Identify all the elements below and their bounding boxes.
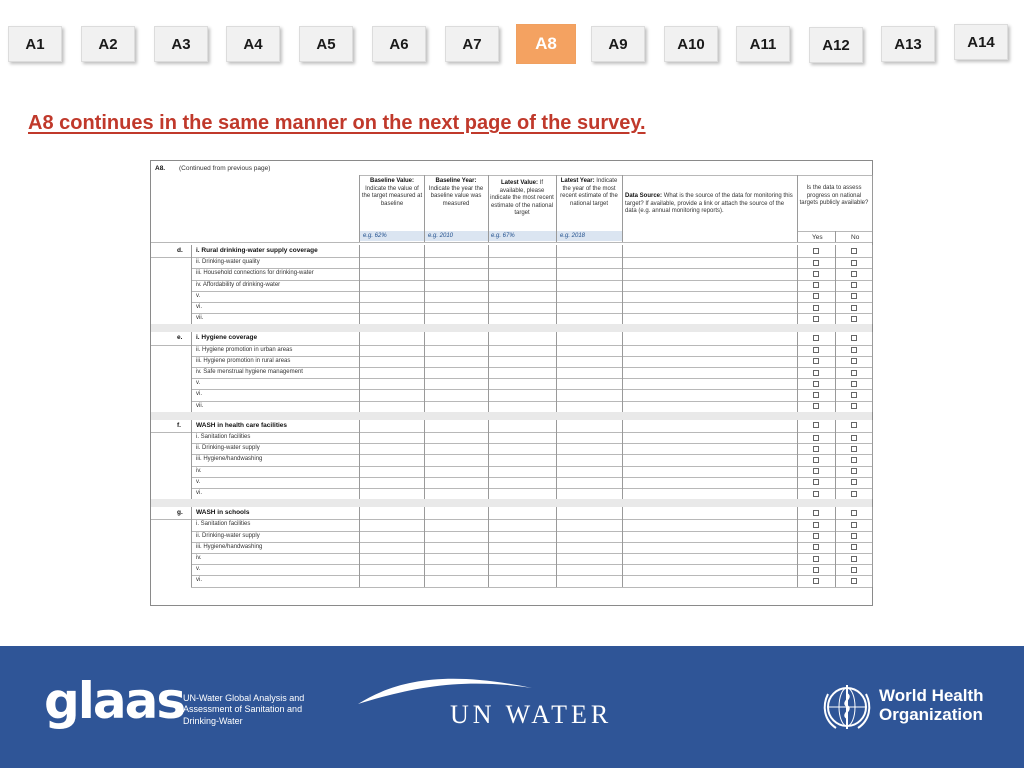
section-col-line (622, 332, 623, 411)
row-label: iii. Hygiene/handwashing (196, 543, 263, 550)
checkbox-no (851, 271, 857, 277)
checkbox-yes (813, 381, 819, 387)
section-title-line (151, 432, 872, 433)
checkbox-no (851, 544, 857, 550)
section-col-line (488, 420, 489, 499)
checkbox-yes (813, 370, 819, 376)
tab-a4[interactable]: A4 (226, 26, 280, 62)
section-col-line (835, 245, 836, 324)
tab-a1[interactable]: A1 (8, 26, 62, 62)
section-col-line (191, 507, 192, 586)
section-letter: g. (177, 509, 183, 517)
tab-a14[interactable]: A14 (954, 24, 1008, 60)
checkbox-yes (813, 544, 819, 550)
section-col-line (488, 245, 489, 324)
tab-a11[interactable]: A11 (736, 26, 790, 62)
checkbox-no (851, 316, 857, 322)
checkbox-yes (813, 567, 819, 573)
section-separator (151, 324, 872, 332)
glaas-logo: glaas (44, 672, 185, 730)
row-label: vi. (196, 577, 202, 584)
form-id: A8. (155, 165, 166, 172)
checkbox-no (851, 556, 857, 562)
checkbox-no (851, 510, 857, 516)
checkbox-yes (813, 335, 819, 341)
row-line (191, 575, 872, 576)
col-public-availability: Is the data to assess progress on national targets publicly available? (799, 185, 869, 206)
col-baseline-value: Baseline Value: Indicate the value of the target measured at baseline (361, 178, 423, 207)
checkbox-yes (813, 533, 819, 539)
checkbox-yes (813, 271, 819, 277)
checkbox-no (851, 260, 857, 266)
header-top-line (359, 175, 872, 176)
section-title-line (151, 519, 872, 520)
row-label: vi. (196, 304, 202, 310)
header-col-line (424, 175, 425, 242)
row-line (191, 302, 872, 303)
section-col-line (424, 332, 425, 411)
section-title: WASH in schools (196, 509, 250, 517)
checkbox-yes (813, 510, 819, 516)
header-bottom-line (151, 242, 872, 243)
section-col-line (872, 420, 873, 499)
checkbox-no (851, 347, 857, 353)
row-line (191, 488, 872, 489)
col-latest-year: Latest Year: Indicate the year of the most recent estimate of the national target (560, 178, 618, 207)
who-line1: World Health (879, 686, 984, 705)
row-label: v. (196, 380, 201, 387)
section-col-line (488, 507, 489, 586)
who-line2: Organization (879, 704, 983, 724)
row-label: ii. Drinking-water supply (196, 532, 260, 539)
tab-a6[interactable]: A6 (372, 26, 426, 62)
row-label: iv. (196, 467, 202, 474)
page-heading: A8 continues in the same manner on the next page of the survey. (28, 112, 646, 134)
section-col-line (488, 332, 489, 411)
who-wordmark (879, 687, 984, 724)
col-data-source: Data Source: What is the source of the data for monitoring this target? If available, provide a link or attach the source of the data (e.g. annual monitoring reports). (625, 193, 793, 214)
example-latest-year: e.g. 2018 (560, 233, 586, 239)
checkbox-yes (813, 479, 819, 485)
section-col-line (872, 507, 873, 586)
row-line (191, 291, 872, 292)
section-col-line (359, 332, 360, 411)
glaas-tagline: UN-Water Global Analysis and Assessment of Sanitation and Drinking-Water (183, 693, 305, 726)
checkbox-yes (813, 248, 819, 254)
checkbox-yes (813, 435, 819, 441)
section-letter: d. (177, 247, 183, 254)
example-latest-value: e.g. 67% (491, 233, 515, 239)
checkbox-yes (813, 556, 819, 562)
section-col-line (622, 420, 623, 499)
row-line (191, 443, 872, 444)
section-col-line (359, 245, 360, 324)
section-col-line (424, 245, 425, 324)
survey-form-image (150, 160, 873, 606)
row-label: i. Sanitation facilities (196, 521, 251, 528)
section-separator (151, 499, 872, 507)
row-label: iii. Household connections for drinking-water (196, 270, 314, 277)
row-label: iii. Hygiene/handwashing (196, 456, 263, 463)
section-col-line (556, 507, 557, 586)
row-label: iii. Hygiene promotion in rural areas (196, 357, 291, 364)
checkbox-yes (813, 491, 819, 497)
checkbox-no (851, 479, 857, 485)
section-col-line (191, 332, 192, 411)
section-separator (151, 412, 872, 420)
example-baseline-value: e.g. 62% (363, 233, 387, 239)
section-col-line (359, 507, 360, 586)
checkbox-no (851, 248, 857, 254)
checkbox-yes (813, 578, 819, 584)
section-col-line (797, 420, 798, 499)
row-label: vii. (196, 402, 204, 409)
tab-a2[interactable]: A2 (81, 26, 135, 62)
row-line (191, 564, 872, 565)
section-title-line (151, 345, 872, 346)
col-latest-value: Latest Value: If available, please indicate the most recent estimate of the national target (490, 180, 554, 216)
section-col-line (872, 332, 873, 411)
col-yes: Yes (812, 234, 823, 241)
col-no: No (851, 234, 860, 241)
checkbox-no (851, 533, 857, 539)
section-col-line (797, 245, 798, 324)
section-title: i. Rural drinking-water supply coverage (196, 247, 318, 254)
section-col-line (556, 245, 557, 324)
tab-a5[interactable]: A5 (299, 26, 353, 62)
checkbox-yes (813, 392, 819, 398)
row-line (191, 531, 872, 532)
row-line (191, 313, 872, 314)
row-label: v. (196, 292, 201, 299)
section-col-line (556, 420, 557, 499)
tab-a9[interactable]: A9 (591, 26, 645, 62)
checkbox-yes (813, 282, 819, 288)
row-label: iv. Safe menstrual hygiene management (196, 369, 303, 375)
checkbox-no (851, 435, 857, 441)
checkbox-no (851, 468, 857, 474)
row-line (191, 367, 872, 368)
row-label: v. (196, 566, 201, 573)
row-line (191, 477, 872, 478)
yesno-col-line (835, 231, 836, 242)
checkbox-yes (813, 422, 819, 428)
col-baseline-year: Baseline Year: Indicate the year the baseline value was measured (428, 178, 484, 207)
header-col-line (622, 175, 623, 242)
checkbox-no (851, 578, 857, 584)
checkbox-yes (813, 457, 819, 463)
section-col-line (872, 245, 873, 324)
checkbox-yes (813, 446, 819, 452)
checkbox-no (851, 358, 857, 364)
section-letter: f. (177, 421, 181, 429)
tab-a12[interactable]: A12 (809, 27, 863, 63)
checkbox-no (851, 403, 857, 409)
section-col-line (191, 245, 192, 324)
row-line (191, 389, 872, 390)
section-col-line (622, 245, 623, 324)
header-col-line (556, 175, 557, 242)
checkbox-no (851, 446, 857, 452)
row-line (191, 280, 872, 281)
section-col-line (424, 507, 425, 586)
who-emblem-icon (820, 680, 874, 734)
tab-a8[interactable]: A8 (516, 24, 576, 64)
row-line (191, 378, 872, 379)
header-col-line (359, 175, 360, 242)
row-line (191, 553, 872, 554)
checkbox-no (851, 567, 857, 573)
header-col-line (872, 175, 873, 242)
row-line (191, 454, 872, 455)
section-col-line (835, 507, 836, 586)
section-col-line (622, 507, 623, 586)
row-label: ii. Hygiene promotion in urban areas (196, 346, 293, 353)
section-col-line (359, 420, 360, 499)
checkbox-no (851, 293, 857, 299)
checkbox-yes (813, 358, 819, 364)
checkbox-yes (813, 468, 819, 474)
row-label: i. Sanitation facilities (196, 434, 251, 440)
checkbox-yes (813, 305, 819, 311)
example-baseline-year: e.g. 2010 (428, 233, 454, 239)
section-col-line (835, 332, 836, 411)
section-col-line (191, 420, 192, 499)
checkbox-yes (813, 293, 819, 299)
row-label: iv. (196, 555, 202, 561)
checkbox-yes (813, 316, 819, 322)
row-line (191, 356, 872, 357)
row-line (191, 268, 872, 269)
checkbox-yes (813, 522, 819, 528)
checkbox-no (851, 522, 857, 528)
row-label: vii. (196, 315, 204, 322)
row-label: ii. Drinking-water supply (196, 445, 260, 452)
section-title: i. Hygiene coverage (196, 334, 258, 342)
section-title-line (151, 257, 872, 258)
row-line (191, 542, 872, 543)
row-line (191, 587, 872, 588)
section-col-line (556, 332, 557, 411)
tab-a10[interactable]: A10 (664, 26, 718, 62)
checkbox-yes (813, 260, 819, 266)
checkbox-no (851, 422, 857, 428)
tab-a13[interactable]: A13 (881, 26, 935, 62)
section-col-line (797, 332, 798, 411)
header-col-line (488, 175, 489, 242)
header-col-line (797, 175, 798, 242)
row-line (191, 466, 872, 467)
checkbox-yes (813, 403, 819, 409)
row-line (191, 401, 872, 402)
section-col-line (424, 420, 425, 499)
form-continued-note: (Continued from previous page) (179, 165, 271, 172)
checkbox-no (851, 392, 857, 398)
section-letter: e. (177, 334, 183, 342)
tab-a7[interactable]: A7 (445, 26, 499, 62)
row-label: v. (196, 478, 201, 485)
checkbox-no (851, 335, 857, 341)
row-label: ii. Drinking-water quality (196, 259, 260, 266)
section-title: WASH in health care facilities (196, 421, 288, 429)
checkbox-no (851, 381, 857, 387)
checkbox-no (851, 457, 857, 463)
checkbox-no (851, 491, 857, 497)
checkbox-no (851, 370, 857, 376)
row-label: vi. (196, 391, 202, 398)
row-label: vi. (196, 490, 202, 496)
section-col-line (797, 507, 798, 586)
checkbox-yes (813, 347, 819, 353)
tab-a3[interactable]: A3 (154, 26, 208, 62)
section-col-line (835, 420, 836, 499)
row-label: iv. Affordability of drinking-water (196, 281, 281, 288)
unwater-logo: UN WATER (450, 700, 613, 729)
checkbox-no (851, 305, 857, 311)
checkbox-no (851, 282, 857, 288)
